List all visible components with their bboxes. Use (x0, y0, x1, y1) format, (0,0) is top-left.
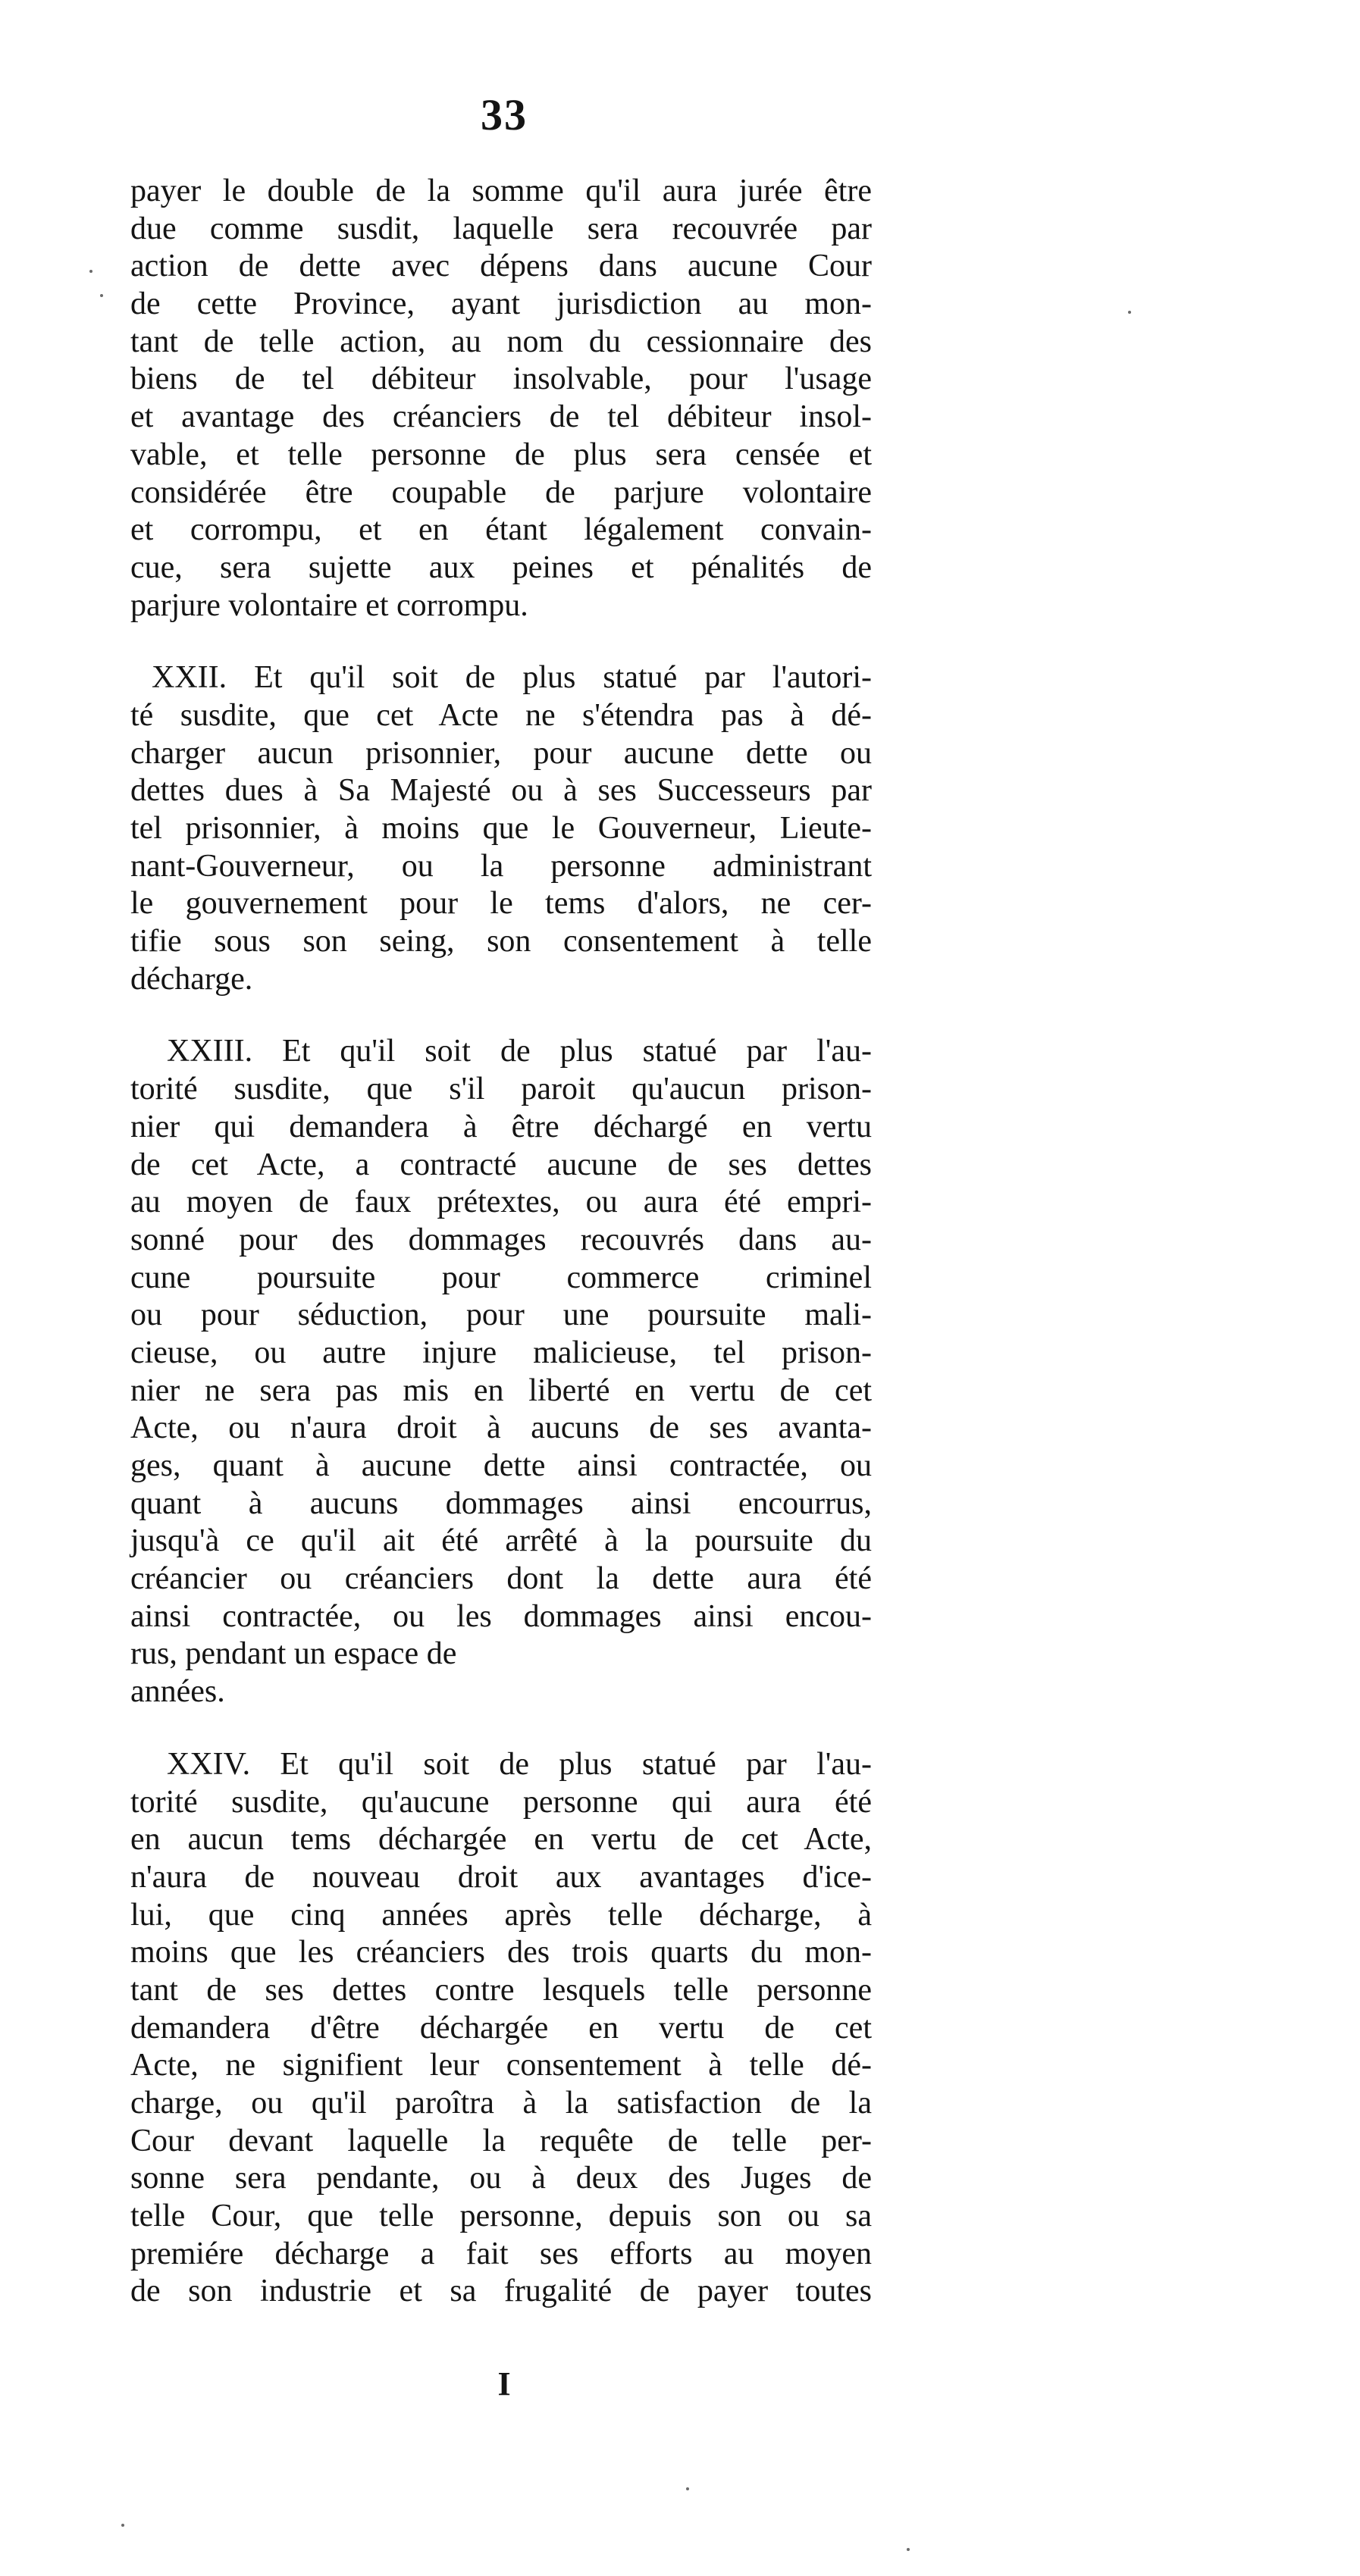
text-line: Acte, ne signifient leur consentement à telle dé- (130, 2048, 872, 2083)
text-line: nier ne sera pas mis en liberté en vertu de cet (130, 1373, 872, 1408)
text-line: XXIII. Et qu'il soit de plus statué par l'au- (167, 1034, 872, 1069)
text-line: vable, et telle personne de plus sera censée et (130, 437, 872, 472)
text-line: de cette Province, ayant jurisdiction au mon- (130, 286, 872, 322)
text-line: ainsi contractée, ou les dommages ainsi encou- (130, 1598, 872, 1634)
text-line: tel prisonnier, à moins que le Gouverneur, Lieute- (130, 811, 872, 846)
text-line: tifie sous son seing, son consentement à telle (130, 924, 872, 959)
text-line: cune poursuite pour commerce criminel (130, 1260, 872, 1295)
text-line: décharge. (130, 961, 253, 997)
text-line: au moyen de faux prétextes, ou aura été empri- (130, 1185, 872, 1220)
text-line: Acte, ou n'aura droit à aucuns de ses avanta- (130, 1410, 872, 1446)
text-line: charger aucun prisonnier, pour aucune dette ou (130, 735, 872, 771)
text-line: sonne sera pendante, ou à deux des Juges de (130, 2161, 872, 2196)
text-line: cue, sera sujette aux peines et pénalités de (130, 549, 872, 585)
text-line: action de dette avec dépens dans aucune Cour (130, 249, 872, 284)
text-line: moins que les créanciers des trois quarts du mon- (130, 1935, 872, 1970)
text-line: parjure volontaire et corrompu. (130, 587, 528, 623)
page-number: 33 (481, 90, 528, 139)
text-line: et avantage des créanciers de tel débiteur insol- (130, 399, 872, 435)
text-line: années. (130, 1674, 225, 1710)
signature-mark: I (497, 2365, 511, 2402)
text-line: rus, pendant un espace de (130, 1636, 457, 1672)
print-speck (89, 270, 92, 273)
text-line: payer le double de la somme qu'il aura jurée être (130, 174, 872, 208)
print-speck (121, 2524, 124, 2527)
text-line: tant de ses dettes contre lesquels telle personne (130, 1972, 872, 2008)
text-line: jusqu'à ce qu'il ait été arrêté à la poursuite du (130, 1523, 872, 1559)
text-line: té susdite, que cet Acte ne s'étendra pas à dé- (130, 697, 872, 733)
text-line: sonné pour des dommages recouvrés dans au- (130, 1222, 872, 1257)
text-line: premiére décharge a fait ses efforts au moyen (130, 2236, 872, 2271)
text-column (130, 173, 872, 2311)
text-line: et corrompu, et en étant légalement convain- (130, 512, 872, 548)
text-line: quant à aucuns dommages ainsi encourrus, (130, 1485, 872, 1521)
print-speck (907, 2548, 910, 2551)
text-line: Cour devant laquelle la requête de telle per- (130, 2123, 872, 2158)
text-line: n'aura de nouveau droit aux avantages d'ice- (130, 1859, 872, 1895)
print-speck (1128, 311, 1131, 314)
text-line: de son industrie et sa frugalité de payer toutes (130, 2274, 872, 2309)
paragraph-section-xxiii (130, 1033, 872, 1711)
text-line: ges, quant à aucune dette ainsi contractée, ou (130, 1448, 872, 1483)
text-line: dettes dues à Sa Majesté ou à ses Successeurs par (130, 773, 872, 809)
text-line: nier qui demandera à être déchargé en vertu (130, 1109, 872, 1144)
text-line: demandera d'être déchargée en vertu de cet (130, 2010, 872, 2045)
text-line: torité susdite, qu'aucune personne qui aura été (130, 1784, 872, 1820)
text-line: cieuse, ou autre injure malicieuse, tel prison- (130, 1335, 872, 1370)
paragraph-section-xxiv (130, 1746, 872, 2311)
text-line: ou pour séduction, pour une poursuite mali- (130, 1297, 872, 1333)
text-line: nant-Gouverneur, ou la personne administrant (130, 848, 872, 884)
text-line: torité susdite, que s'il paroit qu'aucun prison- (130, 1072, 872, 1107)
text-line: en aucun tems déchargée en vertu de cet Acte, (130, 1822, 872, 1858)
paragraph-continuation (130, 173, 872, 624)
text-line: le gouvernement pour le tems d'alors, ne cer- (130, 886, 872, 922)
print-speck (686, 2487, 689, 2490)
print-speck (100, 294, 103, 297)
text-line: due comme susdit, laquelle sera recouvrée par (130, 211, 872, 246)
text-line: biens de tel débiteur insolvable, pour l'usage (130, 362, 872, 397)
text-line: tant de telle action, au nom du cessionnaire des (130, 324, 872, 359)
paragraph-section-xxii (130, 659, 872, 998)
text-line: lui, que cinq années après telle décharge, à (130, 1897, 872, 1933)
text-line: de cet Acte, a contracté aucune de ses dettes (130, 1147, 872, 1182)
text-line: créancier ou créanciers dont la dette aura été (130, 1561, 872, 1597)
text-line: XXII. Et qu'il soit de plus statué par l'autori- (152, 660, 872, 696)
text-line: telle Cour, que telle personne, depuis son ou sa (130, 2199, 872, 2234)
text-line: charge, ou qu'il paroîtra à la satisfaction de la (130, 2086, 872, 2121)
text-line: considérée être coupable de parjure volontaire (130, 474, 872, 510)
text-line: XXIV. Et qu'il soit de plus statué par l'au- (167, 1746, 872, 1782)
